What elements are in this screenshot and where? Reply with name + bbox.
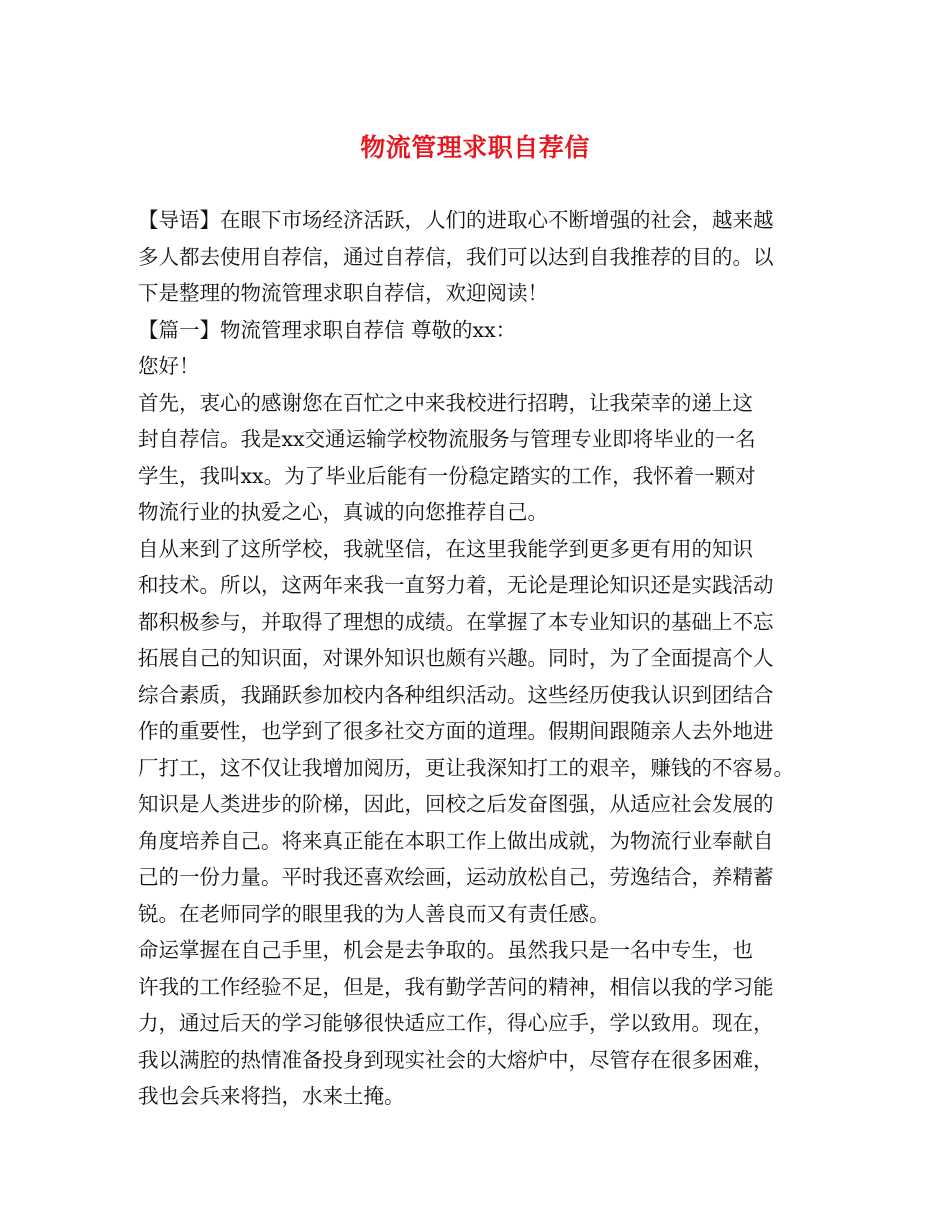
body-line: 学生，我叫xx。为了毕业后能有一份稳定踏实的工作，我怀着一颗对	[138, 463, 756, 488]
body-line: 锐。在老师同学的眼里我的为人善良而又有责任感。	[138, 901, 610, 926]
body-line: 角度培养自己。将来真正能在本职工作上做出成就，为物流行业奉献自	[138, 828, 774, 853]
body-line: 封自荐信。我是xx交通运输学校物流服务与管理专业即将毕业的一名	[138, 427, 756, 451]
body-line: 力，通过后天的学习能够很快适应工作，得心应手，学以致用。现在，	[138, 1011, 774, 1035]
body-line: 知识是人类进步的阶梯，因此，回校之后发奋图强，从适应社会发展的	[138, 792, 774, 816]
document-title: 物流管理求职自荐信	[360, 133, 590, 162]
body-line: 下是整理的物流管理求职自荐信，欢迎阅读！	[138, 281, 548, 305]
body-line: 作的重要性，也学到了很多社交方面的道理。假期间跟随亲人去外地进	[138, 719, 774, 743]
body-line: 首先，衷心的感谢您在百忙之中来我校进行招聘，让我荣幸的递上这	[138, 390, 753, 415]
body-line: 物流行业的执爱之心，真诚的向您推荐自己。	[138, 500, 548, 524]
body-line: 拓展自己的知识面，对课外知识也颇有兴趣。同时，为了全面提高个人	[138, 646, 774, 670]
body-line: 命运掌握在自己手里，机会是去争取的。虽然我只是一名中专生，也	[138, 938, 753, 962]
body-line: 我以满腔的热情准备投身到现实社会的大熔炉中，尽管存在很多困难，	[138, 1047, 774, 1072]
body-line: 许我的工作经验不足，但是，我有勤学苦问的精神，相信以我的学习能	[138, 974, 774, 999]
body-line: 我也会兵来将挡，水来土掩。	[138, 1084, 405, 1108]
body-line: 自从来到了这所学校，我就坚信，在这里我能学到更多更有用的知识	[138, 536, 753, 561]
body-line: 【导语】在眼下市场经济活跃，人们的进取心不断增强的社会，越来越	[138, 208, 774, 232]
body-line: 多人都去使用自荐信，通过自荐信，我们可以达到自我推荐的目的。以	[138, 244, 774, 269]
body-line: 综合素质，我踊跃参加校内各种组织活动。这些经历使我认识到团结合	[138, 682, 774, 707]
body-line: 都积极参与，并取得了理想的成绩。在掌握了本专业知识的基础上不忘	[138, 609, 774, 634]
body-line: 您好！	[138, 354, 200, 378]
body-line: 己的一份力量。平时我还喜欢绘画，运动放松自己，劳逸结合，养精蓄	[138, 865, 774, 889]
document-body	[138, 202, 828, 1115]
body-line: 【篇一】物流管理求职自荐信 尊敬的xx：	[138, 317, 517, 342]
body-line: 厂打工，这不仅让我增加阅历，更让我深知打工的艰辛，赚钱的不容易。	[138, 755, 794, 780]
body-line: 和技术。所以，这两年来我一直努力着，无论是理论知识还是实践活动	[138, 573, 774, 597]
